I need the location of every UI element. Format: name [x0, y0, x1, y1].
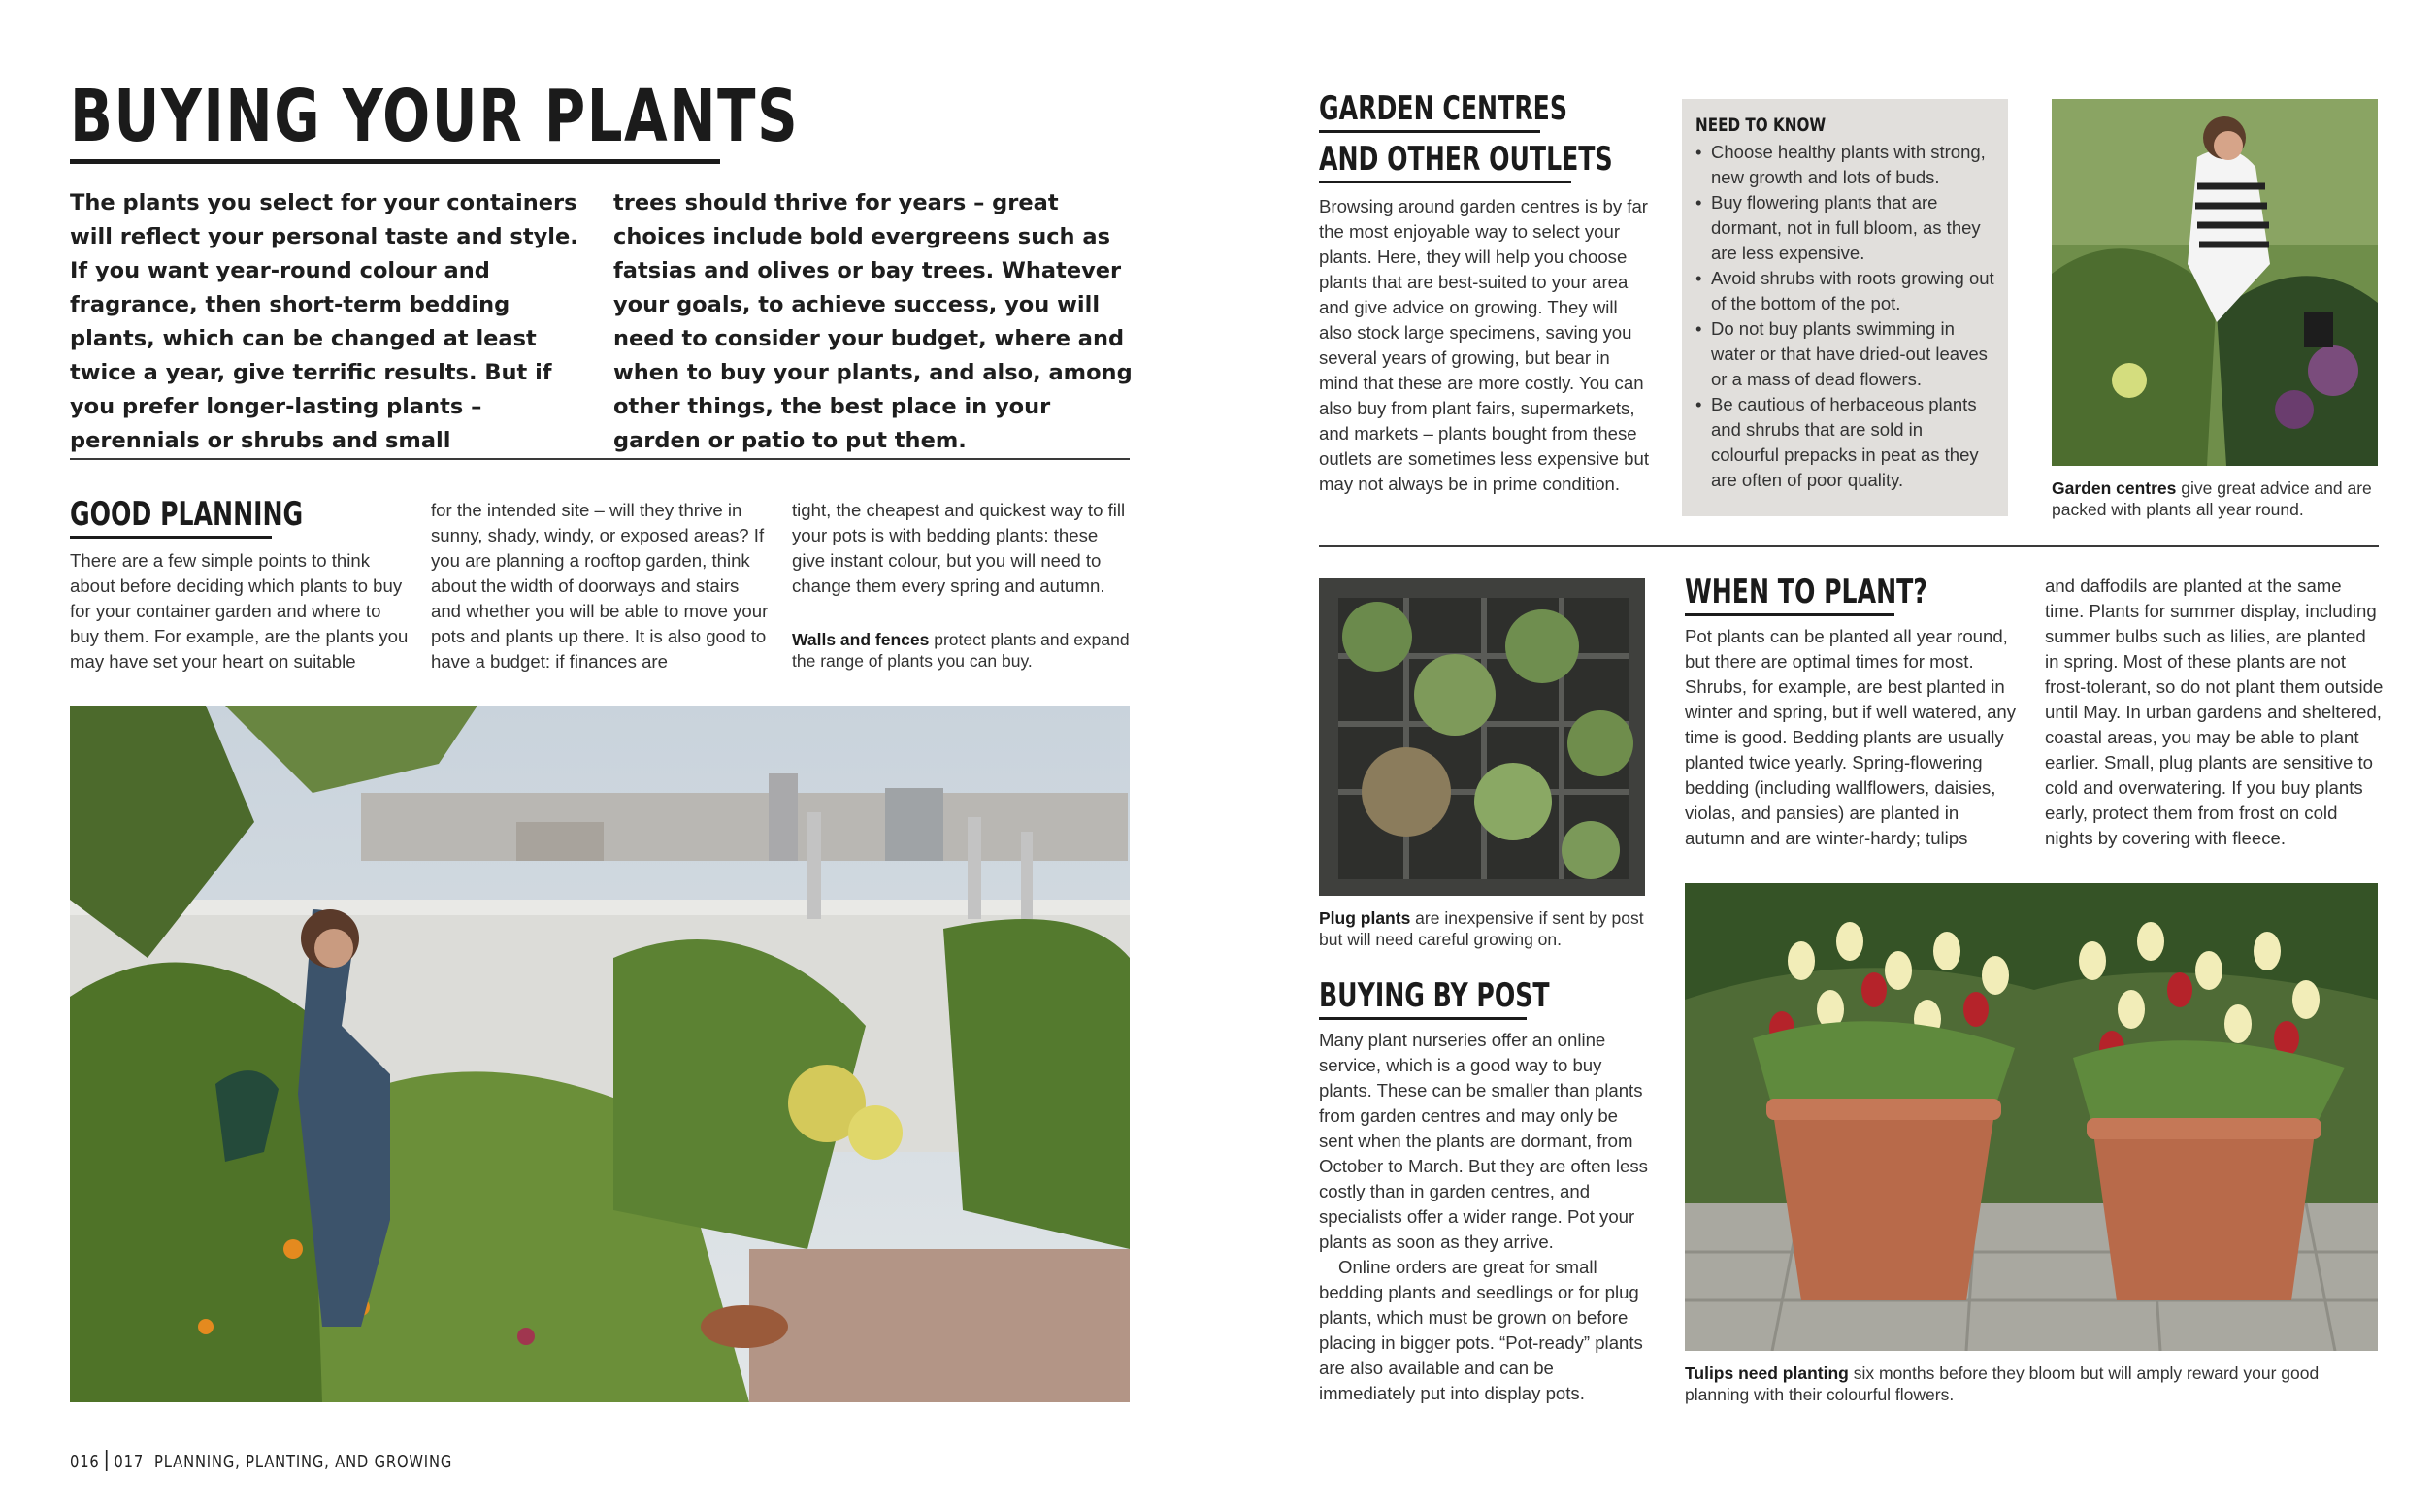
- buying-by-post-body: [1319, 1028, 1654, 1406]
- heading-buying-by-post: BUYING BY POST: [1319, 976, 1550, 1015]
- need-to-know-box: [1682, 99, 2008, 516]
- heading-underline: [1685, 613, 1894, 616]
- caption-garden-centres: [2052, 477, 2391, 520]
- photo-garden-centre: [2052, 99, 2378, 466]
- heading-underline: [1319, 1017, 1527, 1020]
- caption-bold: Garden centres: [2052, 478, 2177, 498]
- heading-underline: [1319, 181, 1571, 183]
- heading-good-planning: GOOD PLANNING: [70, 495, 304, 534]
- list-item: • Buy flowering plants that are dormant, not in full bloom, as they are less expensive.: [1695, 190, 1994, 266]
- photo-rooftop-garden: [70, 706, 1130, 1402]
- caption-walls-fences: [792, 629, 1132, 672]
- footer: [70, 1450, 452, 1475]
- caption-text: give great advice and are packed with plants all year round.: [2052, 478, 2372, 519]
- heading-underline: [1319, 130, 1540, 133]
- caption-text: are inexpensive if sent by post but will need careful growing on.: [1319, 908, 1644, 949]
- caption-plug-plants: [1319, 907, 1654, 950]
- intro-left: The plants you select for your containers will reflect your personal taste and style. If you want year-round colour and fragrance, then short-term bedding plants, which can be changed at least twice a year, give terrific results. But if you prefer longer-lasting plants – perennials or shrubs and small: [70, 190, 578, 453]
- photo-plug-plants: [1319, 578, 1645, 896]
- page-title: BUYING YOUR PLANTS: [70, 75, 800, 158]
- garden-centres-body: Browsing around garden centres is by far the most enjoyable way to select your plants. Here, they will help you choose plants that are best-suited to your area and give advice on growing. They will also stock large specimens, saving you several years of growing, but bear in mind that these are more costly. You can also buy from plant fairs, supermarkets, and markets – plants bought from these outlets are sometimes less expensive but may not always be in prime condition.: [1319, 196, 1650, 494]
- title-underline: [70, 159, 720, 164]
- caption-tulips: [1685, 1363, 2378, 1405]
- page-number-right: 017: [114, 1452, 145, 1472]
- caption-bold: Tulips need planting: [1685, 1364, 1849, 1383]
- page-number-left: 016: [70, 1452, 100, 1472]
- need-to-know-list: [1695, 140, 1994, 493]
- intro-right: trees should thrive for years – great choices include bold evergreens such as fatsias and olives or bay trees. Whatever your goals, to achieve success, you will need to consider your budget, where and when to buy your plants, and also, among other things, the best place in your garden or patio to put them.: [613, 190, 1133, 453]
- list-item: • Choose healthy plants with strong, new growth and lots of buds.: [1695, 140, 1994, 190]
- list-item: • Do not buy plants swimming in water or that have dried-out leaves or a mass of dead flowers.: [1695, 316, 1994, 392]
- when-to-plant-col1: Pot plants can be planted all year round, but there are optimal times for most. Shrubs, for example, are best planted in winter and spring, but if well watered, any time is good. Bedding plants are usually planted twice yearly. Spring-flowering bedding (including wallflowers, daisies, violas, and pansies) are planted in autumn and are winter-hardy; tulips: [1685, 626, 2017, 848]
- section-divider: [70, 458, 1130, 460]
- caption-bold: Walls and fences: [792, 630, 930, 649]
- section-name: PLANNING, PLANTING, AND GROWING: [154, 1452, 453, 1472]
- heading-when-to-plant: WHEN TO PLANT?: [1685, 573, 1927, 611]
- good-planning-col1: There are a few simple points to think about before deciding which plants to buy for your container garden and where to buy them. For example, are the plants you may have set your heart on suitable: [70, 550, 409, 672]
- need-to-know-heading: NEED TO KNOW: [1695, 115, 1827, 136]
- good-planning-col3: tight, the cheapest and quickest way to fill your pots is with bedding plants: these give instant colour, but you will need to change them every spring and autumn.: [792, 500, 1126, 596]
- heading-garden-centres-line2: AND OTHER OUTLETS: [1319, 140, 1613, 179]
- when-to-plant-col2: and daffodils are planted at the same time. Plants for summer display, including summer bulbs such as lilies, are planted in spring. Most of these plants are not frost-tolerant, so do not plant them outside until May. In urban gardens and sheltered, coastal areas, you may be able to plant earlier. Small, plug plants are sensitive to cold and overwatering. If you buy plants early, protect them from frost on cold nights by covering with fleece.: [2045, 575, 2384, 848]
- good-planning-col2: for the intended site – will they thrive in sunny, shady, windy, or exposed areas? If you are planning a rooftop garden, think about the width of doorways and stairs and whether you will be able to move your pots and plants up there. It is also good to have a budget: if finances are: [431, 500, 769, 672]
- caption-bold: Plug plants: [1319, 908, 1411, 928]
- list-item: • Be cautious of herbaceous plants and shrubs that are sold in colourful prepacks in peat as they are often of poor quality.: [1695, 392, 1994, 493]
- section-divider: [1319, 545, 2379, 547]
- page-number-separator: [106, 1450, 108, 1471]
- caption-text: protect plants and expand the range of plants you can buy.: [792, 630, 1130, 671]
- paragraph: Many plant nurseries offer an online service, which is a good way to buy plants. These can be smaller than plants from garden centres and may only be sent when the plants are dormant, from October to March. But they are often less costly than in garden centres, and specialists offer a wider range. Pot your plants as soon as they arrive.: [1319, 1030, 1648, 1252]
- heading-underline: [70, 536, 272, 539]
- list-item: • Avoid shrubs with roots growing out of the bottom of the pot.: [1695, 266, 1994, 316]
- paragraph: Online orders are great for small bedding plants and seedlings or for plug plants, which must be grown on before placing in bigger pots. “Pot-ready” plants are also available and can be immediately put into display pots.: [1319, 1257, 1643, 1403]
- heading-garden-centres-line1: GARDEN CENTRES: [1319, 89, 1567, 128]
- caption-text: six months before they bloom but will amply reward your good planning with their colourful flowers.: [1685, 1364, 2320, 1404]
- photo-tulips: [1685, 883, 2378, 1351]
